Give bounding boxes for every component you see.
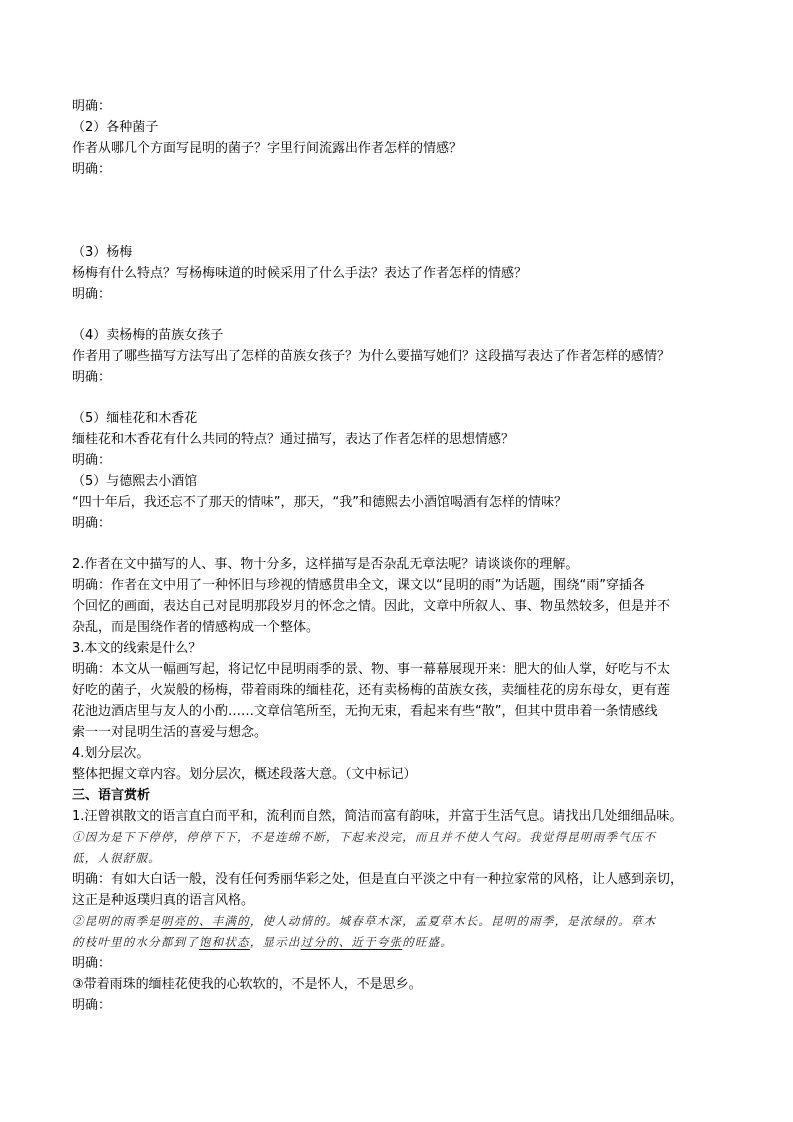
answer-2-line: 个回忆的画面，表达自己对昆明那段岁月的怀念之情。因此，文章中所叙人、事、物虽然较多，但是并不 xyxy=(72,599,671,614)
question-tavern: “四十年后，我还忘不了那天的情味”，那天，“我”和德熙去小酒馆喝酒有怎样的情味？ xyxy=(72,495,567,510)
answer-example-1: 这正是种返璞归真的语言风格。 xyxy=(72,893,255,908)
subheading-tavern: （5）与德熙去小酒馆 xyxy=(72,474,198,489)
answer-label: 明确： xyxy=(72,998,112,1013)
question-miao-girls: 作者用了哪些描写方法写出了怎样的苗族女孩子？为什么要描写她们？这段描写表达了作者怎样的感情？ xyxy=(72,349,671,364)
example-1-line: ①因为是下下停停，停停下下，不是连绵不断，下起来没完，而且并不使人气闷。我觉得昆明雨季气压不 xyxy=(72,830,657,844)
answer-2-line: 明确：作者在文中用了一种怀旧与珍视的情感贯串全文，课文以“昆明的雨”为话题，围绕“雨”穿插各 xyxy=(72,578,645,593)
answer-label: 明确： xyxy=(72,99,112,114)
question-2: 2.作者在文中描写的人、事、物十分多，这样描写是否杂乱无章法呢？请谈谈你的理解。 xyxy=(72,557,579,572)
answer-3-line: 好吃的菌子，火炭般的杨梅，带着雨珠的缅桂花，还有卖杨梅的苗族女孩，卖缅桂花的房东母女，更有莲 xyxy=(72,683,671,698)
example-2-line xyxy=(72,932,732,953)
example-2-text: ②昆明的雨季是 xyxy=(72,914,161,928)
subheading-flowers: （5）缅桂花和木香花 xyxy=(72,411,198,426)
example-2-line xyxy=(72,911,732,932)
underlined-phrase: 过分的、近于夸张 xyxy=(300,935,403,949)
subheading-mushrooms: （2）各种菌子 xyxy=(72,120,159,135)
question-waxberry: 杨梅有什么特点？写杨梅味道的时候采用了什么手法？表达了作者怎样的情感？ xyxy=(72,266,528,281)
answer-label: 明确： xyxy=(72,453,112,468)
answer-label: 明确： xyxy=(72,162,112,177)
subheading-miao-girls: （4）卖杨梅的苗族女孩子 xyxy=(72,328,224,343)
subheading-waxberry: （3）杨梅 xyxy=(72,245,133,260)
answer-3-line: 索一一对昆明生活的喜爱与想念。 xyxy=(72,725,268,740)
example-2-text: ，显示出 xyxy=(249,935,301,949)
answer-label: 明确： xyxy=(72,370,112,385)
answer-2-line: 杂乱，而是围绕作者的情感构成一个整体。 xyxy=(72,620,320,635)
answer-label: 明确： xyxy=(72,287,112,302)
question-flowers: 缅桂花和木香花有什么共同的特点？通过描写，表达了作者怎样的思想情感？ xyxy=(72,432,515,447)
example-2-text: 的枝叶里的水分都到了 xyxy=(72,935,199,949)
question-3: 3.本文的线索是什么？ xyxy=(72,641,202,656)
answer-3-line: 明确：本文从一幅画写起，将记忆中昆明雨季的景、物、事一幕幕展现开来：肥大的仙人掌，好吃与不太 xyxy=(72,662,671,677)
answer-label: 明确： xyxy=(72,956,112,971)
question-language-1: 1.汪曾祺散文的语言直白而平和，流利而自然，简洁而富有韵味，并富于生活气息。请找出几处细细品味。 xyxy=(72,809,683,824)
answer-3-line: 花池边酒店里与友人的小酌……文章信笔所至，无拘无束，看起来有些“散”，但其中贯串着一条情感线 xyxy=(72,704,658,719)
section-title-language: 三、语言赏析 xyxy=(72,788,151,803)
underlined-phrase: 饱和状态 xyxy=(199,935,250,949)
answer-example-1: 明确：有如大白话一般，没有任何秀丽华彩之处，但是直白平淡之中有一种拉家常的风格，让人感到亲切， xyxy=(72,872,684,887)
example-1-line: 低，人很舒服。 xyxy=(72,851,161,865)
question-mushrooms: 作者从哪几个方面写昆明的菌子？字里行间流露出作者怎样的情感？ xyxy=(72,141,463,156)
underlined-phrase: 明亮的、丰满的 xyxy=(160,914,250,928)
answer-label: 明确： xyxy=(72,516,112,531)
answer-4: 整体把握文章内容。划分层次，概述段落大意。（文中标记） xyxy=(72,767,417,782)
example-2-text: 的旺盛。 xyxy=(402,935,454,949)
example-3: ③带着雨珠的缅桂花使我的心软软的，不是怀人，不是思乡。 xyxy=(72,977,422,992)
example-2-text: ，使人动情的。城春草木深，孟夏草木长。昆明的雨季，是浓绿的。草木 xyxy=(249,914,657,928)
question-4: 4.划分层次。 xyxy=(72,746,150,761)
